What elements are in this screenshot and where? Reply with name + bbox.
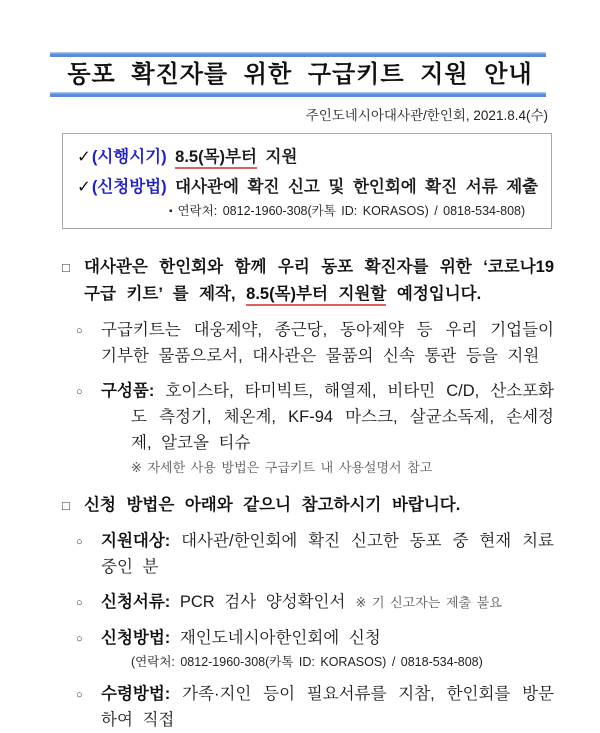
underlined-date: 8.5(목)부터 지원할	[246, 285, 386, 306]
title-bottom-rule	[50, 92, 546, 97]
summary-line-method	[77, 172, 541, 202]
pickup-line	[101, 681, 554, 733]
list-item-kit-source	[76, 317, 554, 369]
intro-text-after: 예정입니다.	[386, 285, 482, 303]
check-icon: ✓	[77, 178, 91, 196]
intro-text: 대사관은 한인회와 함께 우리 동포 확진자를 위한 ‘코로나19 구급 키트’ 를 제작,	[84, 258, 554, 303]
contact-text: 연락처: 0812-1960-308(카톡 ID: KORASOS) / 0818-534-808)	[177, 204, 526, 218]
usage-note: ※ 자세한 사용 방법은 구급키트 내 사용설명서 참고	[131, 460, 433, 475]
circle-bullet-icon: ○	[76, 386, 83, 398]
list-item-target	[76, 528, 554, 580]
summary-text: 지원	[265, 148, 298, 166]
list-item-content	[101, 528, 554, 580]
section-intro	[62, 254, 554, 308]
list-item-content	[101, 378, 554, 477]
list-item-kit-components	[76, 378, 554, 477]
page-title: 동포 확진자를 위한 구급키트 지원 안내	[67, 61, 533, 88]
apply-contact-line: (연락처: 0812-1960-308(카톡 ID: KORASOS) / 0818-534-808)	[131, 655, 483, 669]
circle-bullet-icon: ○	[76, 633, 83, 645]
title-top-rule	[50, 52, 546, 57]
contact-line	[77, 202, 541, 221]
summary-label: (시행시기)	[91, 148, 167, 166]
circle-bullet-icon: ○	[76, 689, 83, 701]
check-icon: ✓	[77, 148, 91, 166]
item-value: 가족·지인 등이 필요서류를 지참, 한인회를 방문하여 직접	[101, 685, 554, 729]
list-item-content	[101, 681, 554, 733]
item-label: 지원대상:	[101, 532, 171, 550]
square-outline-bullet-icon: □	[62, 260, 70, 275]
list-item-content	[101, 589, 554, 616]
kit-source-text: 구급키트는 대웅제약, 종근당, 동아제약 등 우리 기업들이 기부한 물품으로서, 대사관은 물품의 신속 통관 등을 지원	[101, 321, 554, 365]
item-value: PCR 검사 양성확인서	[179, 593, 346, 611]
documents-note: ※ 기 신고자는 제출 불요	[355, 595, 502, 610]
summary-box	[62, 133, 552, 229]
item-label: 신청방법:	[101, 629, 171, 647]
date-line: 주인도네시아대사관/한인회, 2021.8.4(수)	[305, 108, 548, 123]
item-value: 대사관/한인회에 확진 신고한 동포 중 현재 치료중인 분	[101, 532, 554, 576]
documents-line	[101, 589, 554, 616]
summary-text: 대사관에 확진 신고 및 한인회에 확진 서류 제출	[175, 178, 539, 196]
summary-line-timing	[77, 142, 541, 172]
circle-bullet-icon: ○	[76, 325, 83, 337]
item-label: 구성품:	[101, 382, 155, 400]
document-body	[62, 254, 554, 733]
kit-components-text	[101, 378, 554, 456]
underlined-date: 8.5(목)부터	[175, 148, 257, 169]
apply-heading: 신청 방법은 아래와 같으니 참고하시기 바랍니다.	[84, 496, 461, 514]
paragraph-intro	[84, 254, 554, 308]
item-label: 수령방법:	[101, 685, 171, 703]
summary-label: (신청방법)	[91, 178, 167, 196]
list-item-content	[101, 317, 554, 369]
list-item-how-to-apply	[76, 625, 554, 672]
list-item-documents	[76, 589, 554, 616]
item-value: 호이스타, 타미빅트, 해열제, 비타민 C/D, 산소포화도 측정기, 체온계, KF-94 마스크, 살균소독제, 손세정제, 알코올 티슈	[131, 382, 555, 452]
document-page	[0, 52, 600, 729]
section-apply	[62, 492, 554, 519]
list-item-pickup	[76, 681, 554, 733]
item-value: 재인도네시아한인회에 신청	[179, 629, 381, 647]
item-label: 신청서류:	[101, 593, 171, 611]
circle-bullet-icon: ○	[76, 597, 83, 609]
square-bullet-icon: ▪	[169, 206, 173, 217]
square-outline-bullet-icon: □	[62, 498, 70, 513]
how-to-apply-line	[101, 625, 554, 651]
list-item-content	[101, 625, 554, 672]
circle-bullet-icon: ○	[76, 536, 83, 548]
target-line	[101, 528, 554, 580]
